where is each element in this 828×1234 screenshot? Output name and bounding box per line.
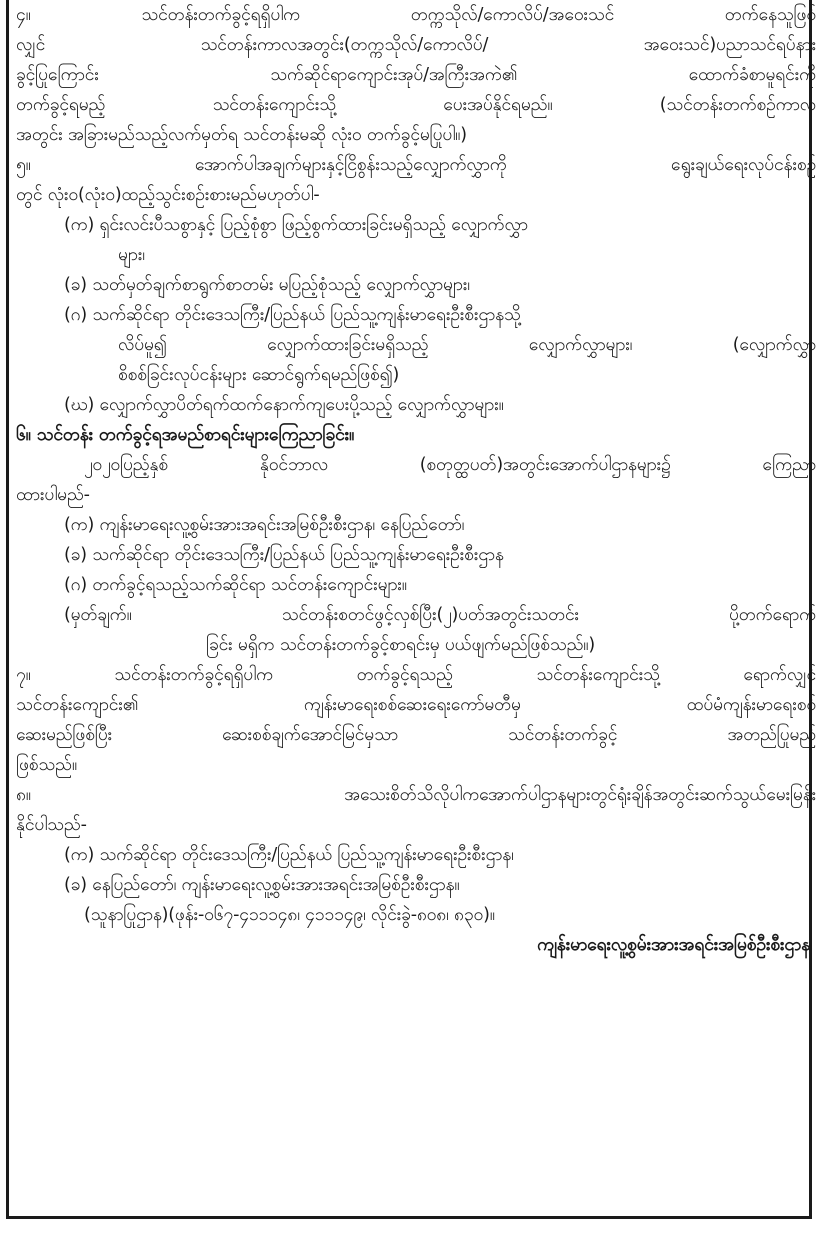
notice-line: ခြင်း မရှိက သင်တန်းတက်ခွင့်စာရင်းမှ ပယ်ဖျက်မည်ဖြစ်သည်။) [206, 635, 596, 655]
notice-line: လိပ်မူ၍ လျှောက်ထားခြင်းမရှိသည့် လျှောက်လွှာများ၊ (လျှောက်လွှာ [118, 335, 816, 355]
notice-line: (သူနာပြုဌာန)(ဖုန်း-၀၆၇-၄၁၁၁၄၈၊ ၄၁၁၁၄၉၊ လိုင်းခွဲ-၈၀၈၊ ၈၃၀)။ [84, 905, 495, 925]
notice-line: တက်ခွင့်ရမည့် သင်တန်းကျောင်းသို့ ပေးအပ်နိုင်ရမည်။ (သင်တန်းတက်စဉ်ကာလ [16, 95, 816, 115]
notice-line: (ဃ) လျှောက်လွှာပိတ်ရက်ထက်နောက်ကျပေးပို့သည့် လျှောက်လွှာများ။ [64, 395, 504, 415]
notice-line: သင်တန်းကျောင်း၏ ကျန်းမာရေးစစ်ဆေးရေးကော်မတီမှ ထပ်မံကျန်းမာရေးစစ် [16, 695, 816, 715]
notice-line: (ဂ) သက်ဆိုင်ရာ တိုင်းဒေသကြီး/ပြည်နယ် ပြည်သူ့ကျန်းမာရေးဦးစီးဌာနသို့ [64, 305, 521, 325]
notice-line: (က) ရှင်းလင်းပီသစွာနှင့် ပြည့်စုံစွာ ဖြည့်စွက်ထားခြင်းမရှိသည့် လျှောက်လွှာ [64, 215, 528, 235]
notice-line: လျှင် သင်တန်းကာလအတွင်း(တက္ကသိုလ်/ကောလိပ်/ အဝေးသင်)ပညာသင်ရပ်နား [16, 35, 816, 55]
notice-line: (မှတ်ချက်။ သင်တန်းစတင်ဖွင့်လှစ်ပြီး(၂)ပတ်အတွင်းသတင်း ပို့တက်ရောက် [64, 605, 816, 625]
notice-line: (ခ) နေပြည်တော်၊ ကျန်းမာရေးလူ့စွမ်းအားအရင်းအမြစ်ဦးစီးဌာန။ [64, 875, 460, 895]
notice-line: များ၊ [118, 245, 145, 265]
notice-line: ၇။ သင်တန်းတက်ခွင့်ရရှိပါက တက်ခွင့်ရသည့် သင်တန်းကျောင်းသို့ ရောက်လျှင် [16, 665, 816, 685]
notice-line: (ခ) သတ်မှတ်ချက်စာရွက်စာတမ်း မပြည့်စုံသည့် လျှောက်လွှာများ၊ [64, 275, 470, 295]
notice-line: (ဂ) တက်ခွင့်ရသည့်သက်ဆိုင်ရာ သင်တန်းကျောင်းများ။ [64, 575, 407, 595]
notice-line: ၈။ အသေးစိတ်သိလိုပါကအောက်ပါဌာနများတွင်ရုံးချိန်အတွင်းဆက်သွယ်မေးမြန်း [16, 785, 816, 805]
notice-line: ထားပါမည်- [16, 485, 90, 505]
notice-line: (က) သက်ဆိုင်ရာ တိုင်းဒေသကြီး/ပြည်နယ် ပြည်သူ့ကျန်းမာရေးဦးစီးဌာန၊ [64, 845, 514, 865]
notice-line: (က) ကျန်းမာရေးလူ့စွမ်းအားအရင်းအမြစ်ဦးစီးဌာန၊ နေပြည်တော်၊ [64, 515, 465, 535]
notice-line: ဖြစ်သည်။ [16, 755, 77, 775]
notice-line: ၅။ အောက်ပါအချက်များနှင့်ငြိစွန်းသည့်လျှောက်လွှာကို ရွေးချယ်ရေးလုပ်ငန်းစဉ် [16, 155, 816, 175]
notice-line: (ခ) သက်ဆိုင်ရာ တိုင်းဒေသကြီး/ပြည်နယ် ပြည်သူ့ကျန်းမာရေးဦးစီးဌာန [64, 545, 504, 565]
notice-line: နိုင်ပါသည်- [16, 815, 87, 835]
notice-line: အတွင်း အခြားမည်သည့်လက်မှတ်ရ သင်တန်းမဆို လုံးဝ တက်ခွင့်မပြုပါ။) [16, 125, 467, 145]
notice-line: ၆။ သင်တန်း တက်ခွင့်ရအမည်စာရင်းများကြေညာခြင်း။ [16, 425, 355, 445]
notice-line: ဆေးမည်ဖြစ်ပြီး ဆေးစစ်ချက်အောင်မြင်မှသာ သင်တန်းတက်ခွင့် အတည်ပြုမည် [16, 725, 816, 745]
notice-body [16, 0, 816, 960]
notice-line: ခွင့်ပြုကြောင်း သက်ဆိုင်ရာကျောင်းအုပ်/အကြီးအကဲ၏ ထောက်ခံစာမူရင်းကို [16, 65, 816, 85]
notice-line: ၄။ သင်တန်းတက်ခွင့်ရရှိပါက တက္ကသိုလ်/ကောလိပ်/အဝေးသင် တက်နေသူဖြစ် [16, 5, 816, 25]
notice-line: တွင် လုံးဝ(လုံးဝ)ထည့်သွင်းစဉ်းစားမည်မဟုတ်ပါ- [16, 185, 320, 205]
notice-line: ၂၀၂၀ပြည့်နှစ် နိုဝင်ဘာလ (စတုတ္ထပတ်)အတွင်းအောက်ပါဌာနများ၌ ကြေညာ [84, 455, 816, 475]
notice-line: စိစစ်ခြင်းလုပ်ငန်းများ ဆောင်ရွက်ရမည်ဖြစ်၍) [118, 365, 400, 385]
notice-line: ကျန်းမာရေးလူ့စွမ်းအားအရင်းအမြစ်ဦးစီးဌာန [537, 935, 810, 955]
